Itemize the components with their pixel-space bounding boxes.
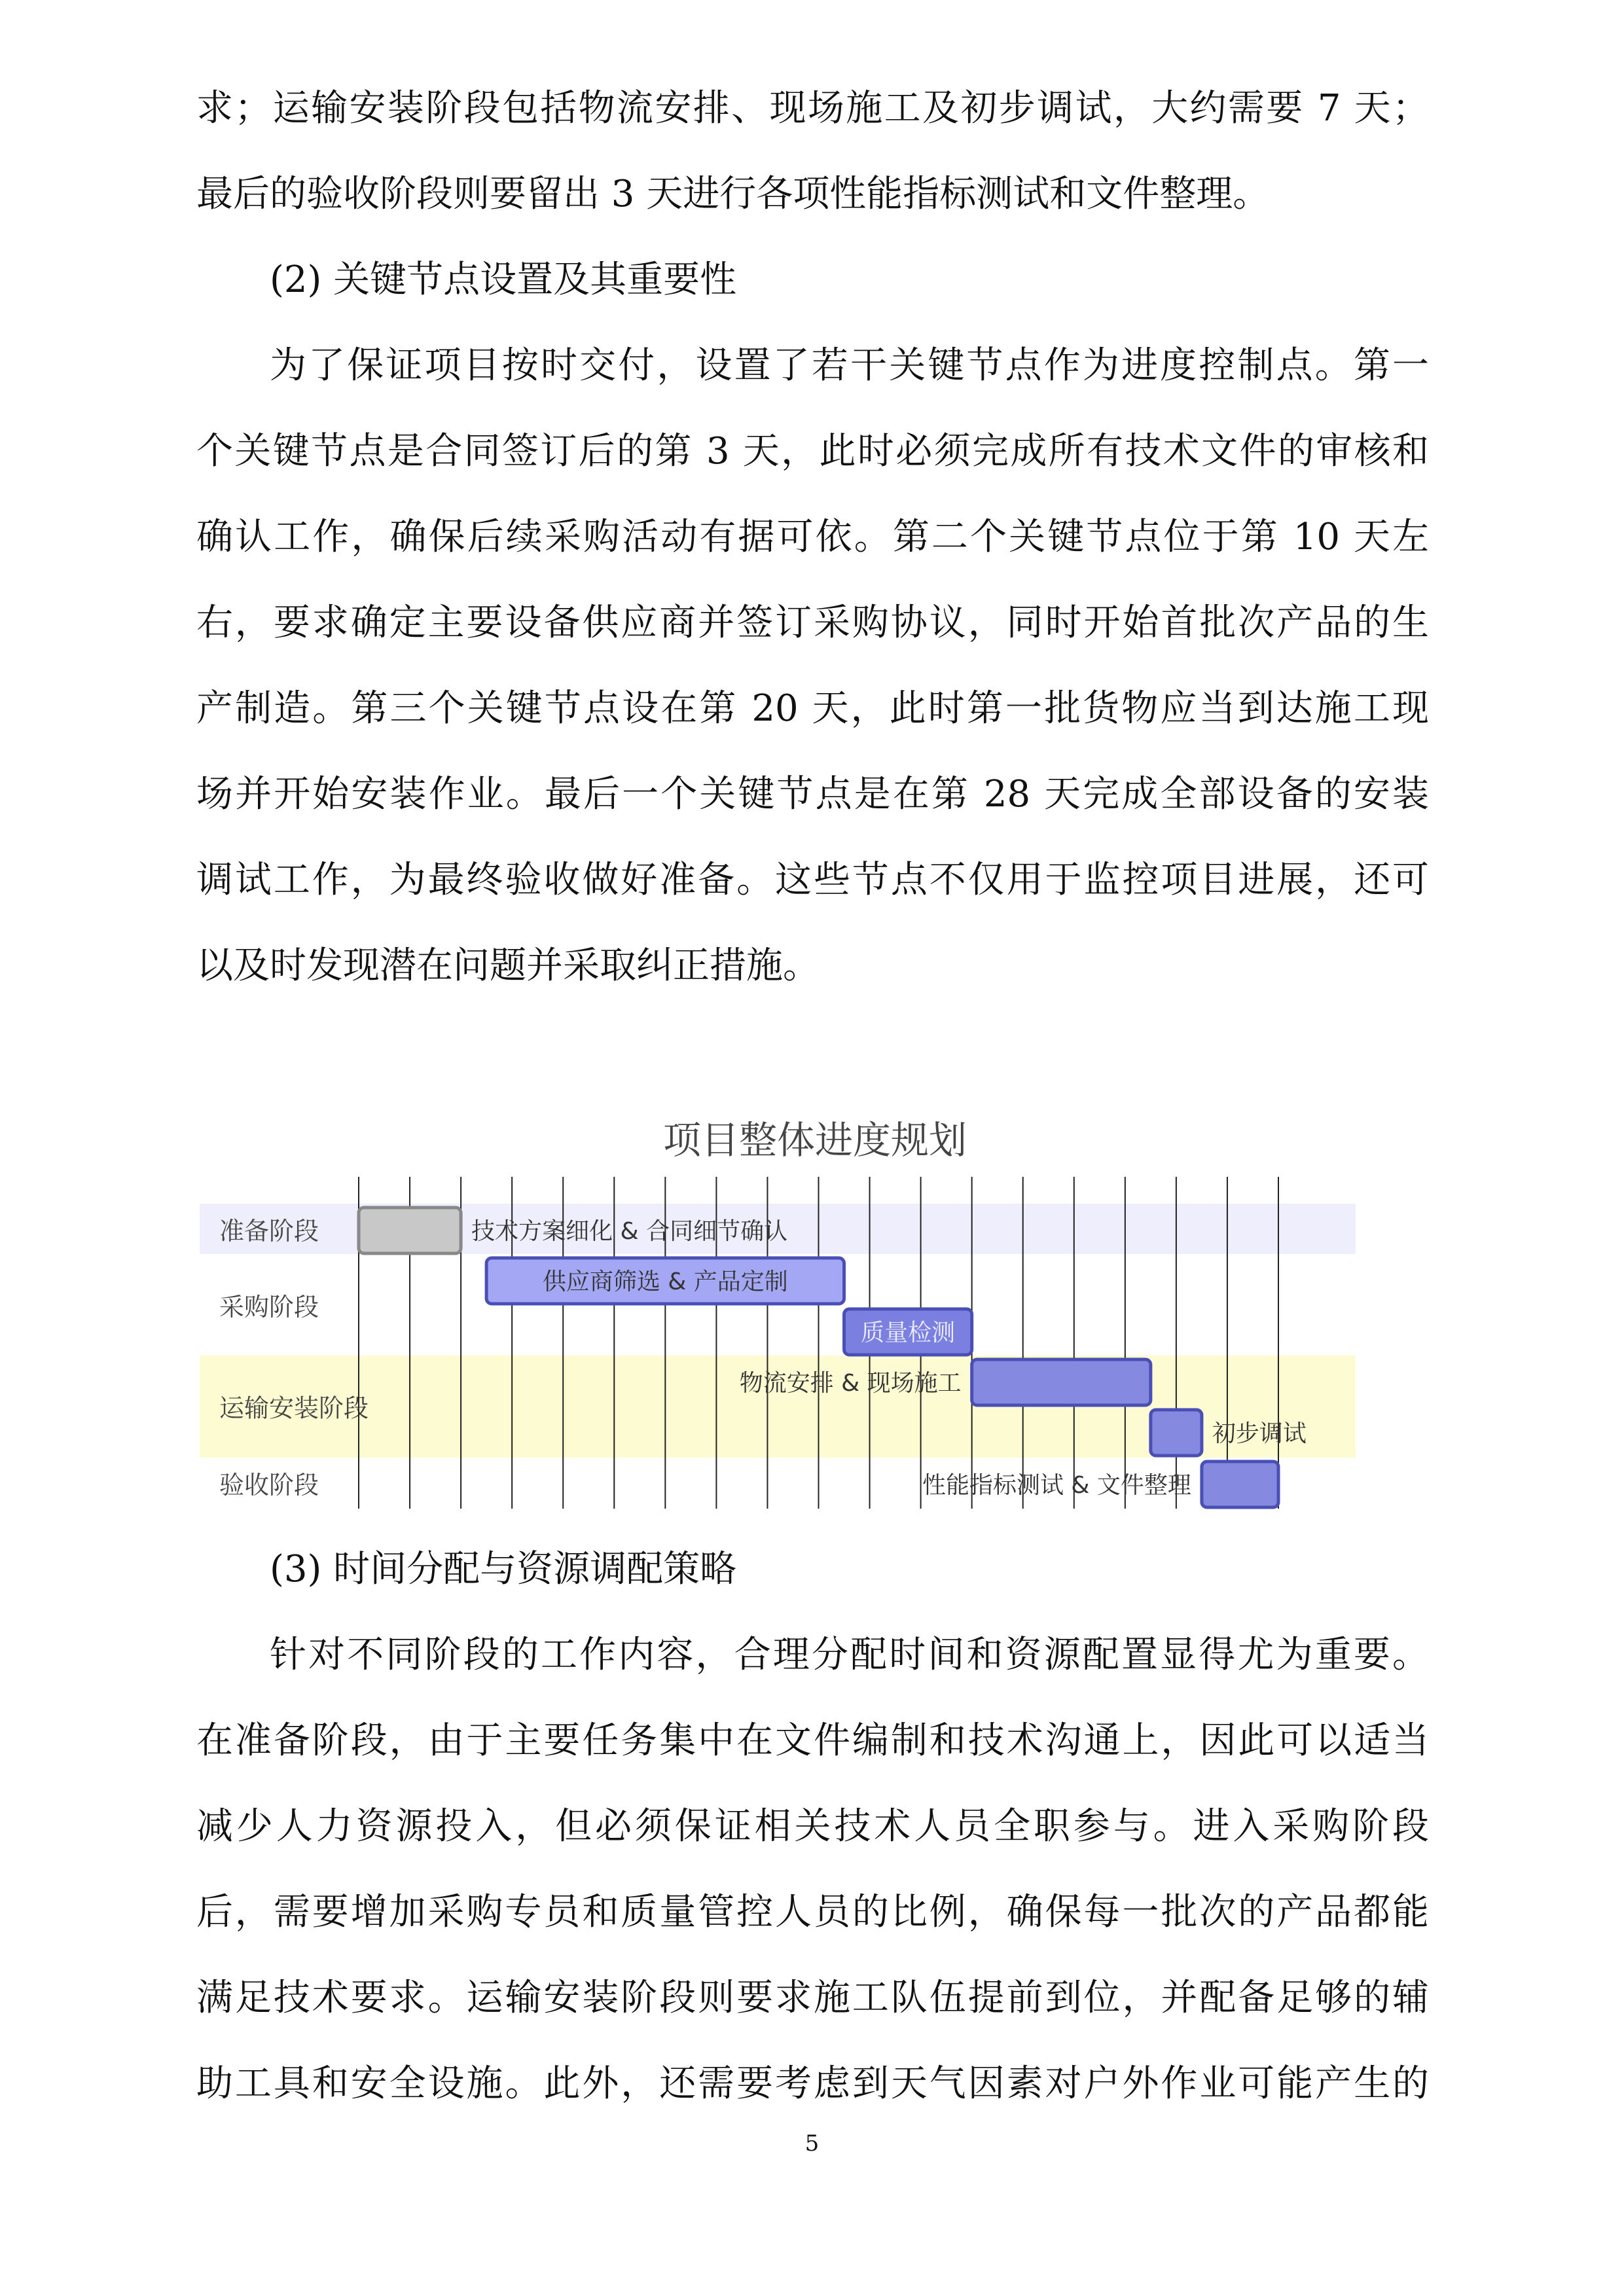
- task-label: 物流安排 & 现场施工: [739, 1370, 962, 1397]
- text-line: 个关键节点是合同签订后的第 3 天，此时必须完成所有技术文件的审核和: [196, 430, 1429, 473]
- section-label: 运输安装阶段: [219, 1393, 369, 1423]
- text-line: 助工具和安全设施。此外，还需要考虑到天气因素对户外作业可能产生的: [196, 2062, 1429, 2105]
- task-label: 性能指标测试 & 文件整理: [922, 1472, 1191, 1499]
- task-bar: [972, 1359, 1151, 1405]
- section-label: 验收阶段: [219, 1471, 319, 1499]
- text-line: 满足技术要求。运输安装阶段则要求施工队伍提前到位，并配备足够的辅: [196, 1977, 1429, 2019]
- text-line: 减少人力资源投入，但必须保证相关技术人员全职参与。进入采购阶段: [196, 1805, 1429, 1848]
- text-line: 后，需要增加采购专员和质量管控人员的比例，确保每一批次的产品都能: [196, 1891, 1429, 1933]
- text-line: 右，要求确定主要设备供应商并签订采购协议，同时开始首批次产品的生: [196, 601, 1429, 644]
- section-heading-3: (3) 时间分配与资源调配策略: [270, 1548, 737, 1590]
- text-line: 确认工作，确保后续采购活动有据可依。第二个关键节点位于第 10 天左: [196, 516, 1429, 558]
- task-bar: [359, 1208, 461, 1253]
- text-line: 调试工作，为最终验收做好准备。这些节点不仅用于监控项目进展，还可: [196, 859, 1429, 901]
- section-label: 采购阶段: [219, 1293, 319, 1321]
- task-label: 初步调试: [1212, 1420, 1307, 1447]
- text-line: 场并开始安装作业。最后一个关键节点是在第 28 天完成全部设备的安装: [196, 773, 1430, 816]
- task-bar: [1202, 1462, 1278, 1507]
- task-label: 技术方案细化 & 合同细节确认: [471, 1218, 788, 1245]
- text-line: 求；运输安装阶段包括物流安排、现场施工及初步调试，大约需要 7 天；: [196, 87, 1429, 130]
- task-label: 供应商筛选 & 产品定制: [542, 1268, 788, 1295]
- page-number: 5: [804, 2130, 820, 2157]
- section-label: 准备阶段: [219, 1217, 319, 1246]
- task-label: 质量检测: [861, 1319, 956, 1346]
- text-line: 以及时发现潜在问题并采取纠正措施。: [196, 944, 820, 987]
- text-line: 产制造。第三个关键节点设在第 20 天，此时第一批货物应当到达施工现: [196, 687, 1429, 730]
- task-bar: [1151, 1410, 1202, 1456]
- text-line: 最后的验收阶段则要留出 3 天进行各项性能指标测试和文件整理。: [196, 173, 1270, 215]
- section-heading-2: (2) 关键节点设置及其重要性: [270, 259, 737, 301]
- text-line: 针对不同阶段的工作内容，合理分配时间和资源配置显得尤为重要。: [270, 1634, 1429, 1676]
- text-line: 为了保证项目按时交付，设置了若干关键节点作为进度控制点。第一: [270, 344, 1429, 387]
- chart-title: 项目整体进度规划: [662, 1118, 967, 1162]
- text-line: 在准备阶段，由于主要任务集中在文件编制和技术沟通上，因此可以适当: [196, 1719, 1429, 1762]
